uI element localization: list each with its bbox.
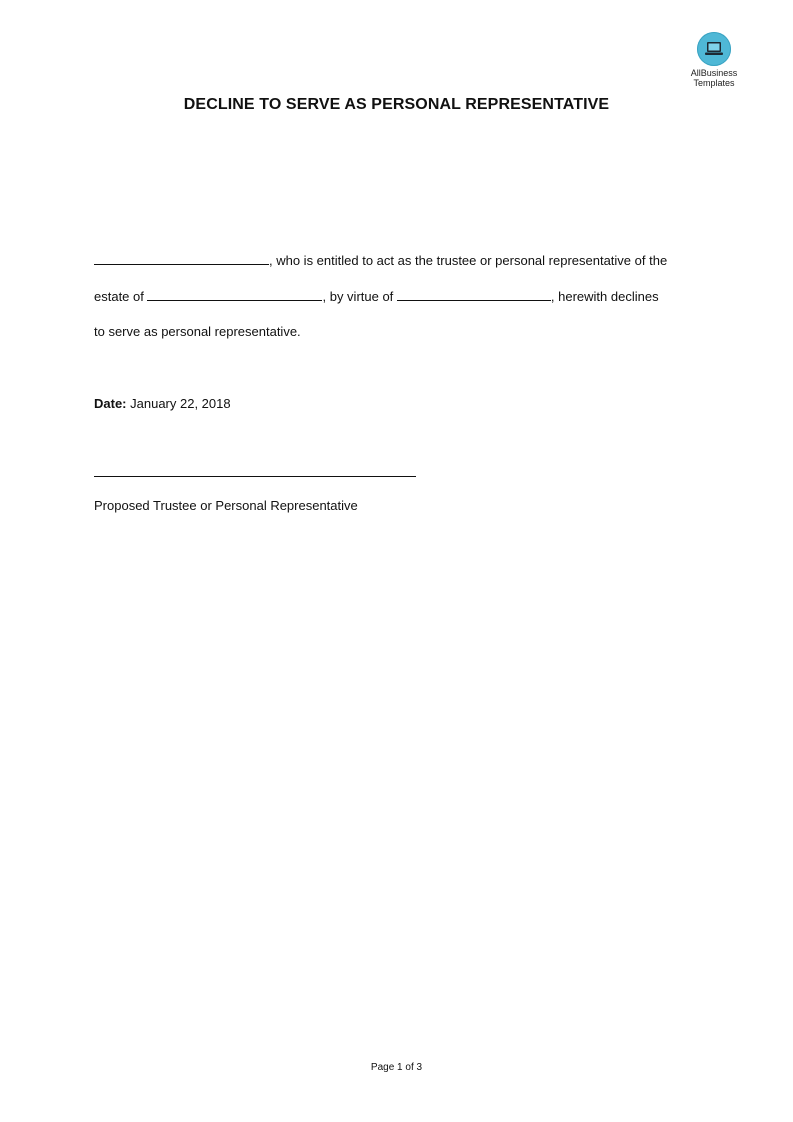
logo-badge	[697, 32, 731, 66]
page-number: Page 1 of 3	[370, 1062, 423, 1073]
allbusiness-logo	[681, 32, 747, 88]
date-line	[94, 396, 714, 412]
logo-text-line1: AllBusiness	[690, 68, 738, 78]
paragraph-line-2	[94, 289, 714, 305]
paragraph-line-1	[94, 253, 714, 269]
line1-text: , who is entitled to act as the trustee or personal representative of the	[269, 253, 668, 268]
date-label: Date:	[94, 396, 127, 411]
line2-mid: , by virtue of	[322, 289, 397, 304]
virtue-blank[interactable]	[397, 289, 551, 301]
line2-suffix: , herewith declines	[550, 289, 659, 304]
laptop-icon	[704, 41, 724, 57]
line2-prefix: estate of	[94, 289, 148, 304]
logo-text-line2: Templates	[693, 78, 735, 88]
name-blank[interactable]	[94, 253, 269, 265]
date-value: January 22, 2018	[126, 396, 231, 411]
document-title: DECLINE TO SERVE AS PERSONAL REPRESENTATIVE	[183, 96, 610, 113]
estate-blank[interactable]	[147, 289, 322, 301]
signature-caption: Proposed Trustee or Personal Representative	[94, 498, 358, 513]
signature-line[interactable]	[94, 476, 416, 477]
paragraph-line-3: to serve as personal representative.	[94, 324, 301, 339]
